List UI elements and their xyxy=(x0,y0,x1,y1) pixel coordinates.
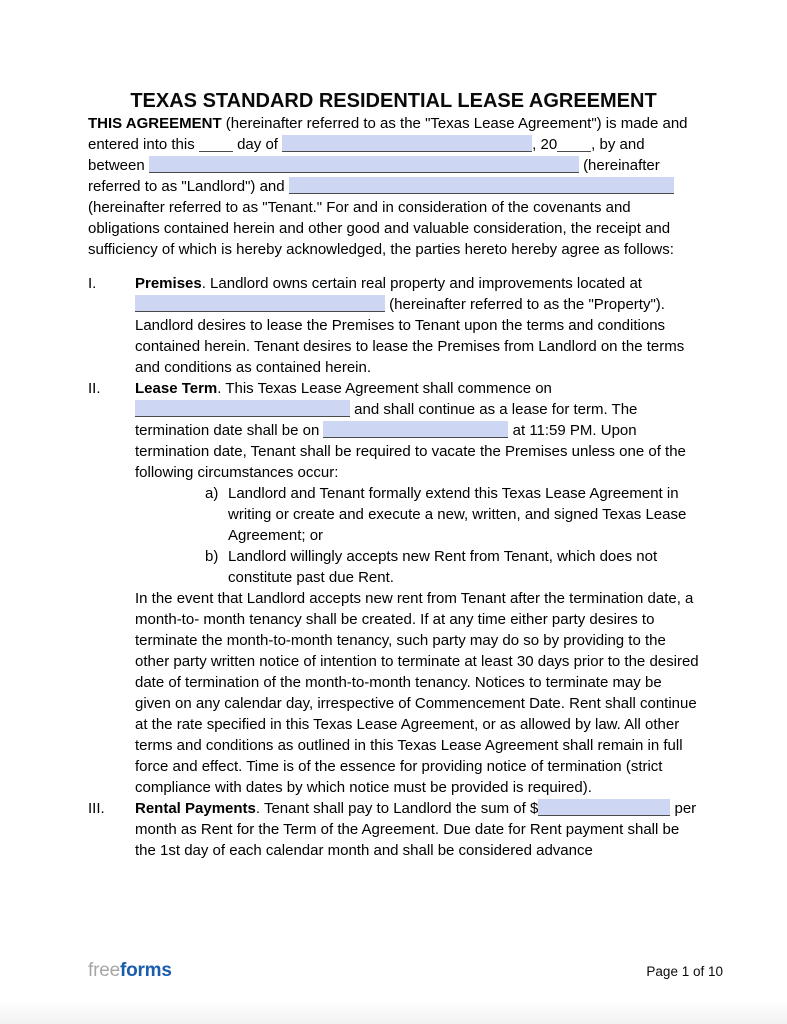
year-blank-line xyxy=(557,135,591,152)
list-item-b xyxy=(205,546,700,588)
field-month[interactable] xyxy=(282,135,532,152)
logo-text-free: free xyxy=(88,960,120,981)
field-landlord-name[interactable] xyxy=(149,156,579,173)
page-footer xyxy=(88,960,723,982)
intro-paragraph xyxy=(88,113,700,260)
intro-text-2: day of xyxy=(237,136,278,153)
document-title: TEXAS STANDARD RESIDENTIAL LEASE AGREEMENT xyxy=(130,90,657,112)
premises-text-1: . Landlord owns certain real property and improvements located at xyxy=(201,275,642,292)
section-numeral: III. xyxy=(88,800,105,817)
lease-term-text-2: and shall continue as a lease for term. The termination date shall be on xyxy=(135,401,638,439)
intro-lead-bold: THIS AGREEMENT xyxy=(88,115,222,132)
field-tenant-name[interactable] xyxy=(289,177,674,194)
premises-text-2: (hereinafter referred to as the "Property"). Landlord desires to lease the Premises to Tenant upon the terms and conditions contained herein. Tenant desires to lease the Premises from Landlord on the terms and conditions as contained herein. xyxy=(135,296,685,376)
intro-text-3: , 20 xyxy=(532,136,558,153)
lease-term-heading: Lease Term xyxy=(135,380,218,397)
intro-text-1: (hereinafter referred to as the "Texas Lease Agreement") is made and entered into this xyxy=(88,115,688,153)
section-list xyxy=(88,273,700,861)
month-to-month-paragraph: In the event that Landlord accepts new rent from Tenant after the termination date, a month-to- month tenancy shall be created. If at any time either party desires to terminate the month-to-month tenancy, such party may do so by providing to the other party written notice of intention to terminate at least 30 days prior to the desired date of termination of the month-to-month tenancy. Notices to terminate may be given on any calendar day, irrespective of Commencement Date. Rent shall continue at the rate specified in this Texas Lease Agreement, or as allowed by law. All other terms and conditions as outlined in this Texas Lease Agreement shall remain in full force and effect. Time is of the essence for providing notice of termination (strict compliance with dates by which notice must be provided is required). xyxy=(135,590,699,796)
list-marker-b: b) xyxy=(205,548,219,565)
lease-term-text-1: . This Texas Lease Agreement shall commence on xyxy=(217,380,552,397)
premises-heading: Premises xyxy=(135,275,202,292)
field-property-address[interactable] xyxy=(135,295,385,312)
section-premises xyxy=(88,273,700,378)
intro-text-6: (hereinafter referred to as "Tenant." For and in consideration of the covenants and obligations contained herein and other good and valuable consideration, the receipt and sufficiency of which is hereby acknowledged, the parties hereto hereby agree as follows: xyxy=(88,199,674,258)
intro-text-5: (hereinafter referred to as "Landlord") and xyxy=(88,157,660,195)
field-termination-date[interactable] xyxy=(323,421,508,438)
rental-payments-paragraph xyxy=(135,798,700,861)
freeforms-logo[interactable] xyxy=(88,960,172,982)
premises-paragraph xyxy=(135,273,700,378)
field-commencement-date[interactable] xyxy=(135,400,350,417)
rental-payments-text-1: . Tenant shall pay to Landlord the sum of $ xyxy=(255,800,539,817)
day-blank-line xyxy=(199,135,233,152)
rental-payments-text-2: per month as Rent for the Term of the Agreement. Due date for Rent payment shall be the 1st day of each calendar month and shall be considered advance xyxy=(135,800,697,859)
page-bottom-edge xyxy=(0,1000,787,1024)
section-numeral: II. xyxy=(88,380,101,397)
list-text-a: Landlord and Tenant formally extend this Texas Lease Agreement in writing or create and execute a new, written, and signed Texas Lease Agreement; or xyxy=(228,485,687,544)
section-numeral: I. xyxy=(88,275,97,292)
field-monthly-rent[interactable] xyxy=(538,799,670,816)
section-rental-payments xyxy=(88,798,700,861)
list-marker-a: a) xyxy=(205,485,219,502)
page-number-label: Page 1 of 10 xyxy=(646,964,723,979)
rental-payments-heading: Rental Payments xyxy=(135,800,256,817)
document-body xyxy=(88,113,700,861)
list-item-a xyxy=(205,483,700,546)
lease-term-text-3: at 11:59 PM. Upon termination date, Tenant shall be required to vacate the Premises unless one of the following circumstances occur: xyxy=(135,422,686,481)
list-text-b: Landlord willingly accepts new Rent from Tenant, which does not constitute past due Rent. xyxy=(228,548,658,586)
lease-term-paragraph xyxy=(135,378,700,483)
intro-text-4: , by and between xyxy=(88,136,645,174)
section-lease-term xyxy=(88,378,700,798)
logo-text-forms: forms xyxy=(119,960,172,981)
